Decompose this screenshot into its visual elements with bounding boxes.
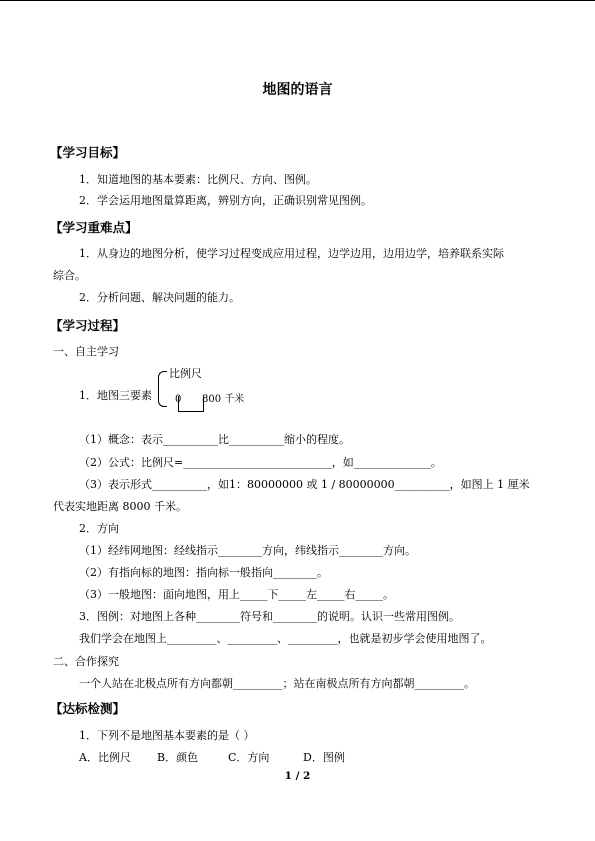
formula-line: （2）公式：比例尺=___________________________，如______________。 bbox=[79, 456, 442, 469]
explore-line: 一个人站在北极点所有方向都朝_________；站在南极点所有方向都朝_________。 bbox=[79, 677, 475, 690]
goal-item-2: 2．学会运用地图量算距离，辨别方向，正确识别常见图例。 bbox=[79, 194, 372, 207]
direction-1: （1）经纬网地图：经线指示________方向，纬线指示________方向。 bbox=[79, 544, 416, 557]
scale-bar bbox=[178, 396, 204, 412]
question-1: 1．下列不是地图基本要素的是（ ） bbox=[79, 729, 255, 742]
option-c: C．方向 bbox=[228, 751, 270, 764]
section-heading-test: 【达标检测】 bbox=[50, 701, 126, 716]
page-number: 1 / 2 bbox=[284, 770, 311, 782]
section-heading-key-points: 【学习重难点】 bbox=[50, 220, 138, 235]
key-point-1-line2: 综合。 bbox=[53, 269, 86, 282]
legend-line: 3．图例：对地图上各种________符号和________的说明。认识一些常用图例。 bbox=[79, 610, 460, 623]
goal-item-1: 1．知道地图的基本要素：比例尺、方向、图例。 bbox=[79, 173, 317, 186]
forms-line-1: （3）表示形式__________，如1：80000000 或 1 / 80000000__________，如图上 1 厘米 bbox=[79, 478, 530, 491]
forms-line-2: 代表实地距离 8000 千米。 bbox=[53, 500, 187, 513]
direction-3: （3）一般地图：面向地图，用上_____下_____左_____右_____。 bbox=[79, 588, 394, 601]
option-b: B．颜色 bbox=[157, 751, 199, 764]
direction-2: （2）有指向标的地图：指向标一般指向________。 bbox=[79, 566, 328, 579]
part-2-heading: 二、合作探究 bbox=[53, 655, 119, 668]
key-point-1-line1: 1．从身边的地图分析，使学习过程变成应用过程，边学边用，边用边学，培养联系实际 bbox=[79, 247, 504, 260]
concept-line: （1）概念：表示__________比__________缩小的程度。 bbox=[79, 433, 350, 446]
header-rule bbox=[0, 0, 595, 1]
key-point-2: 2．分析问题、解决问题的能力。 bbox=[79, 291, 240, 304]
part-1-heading: 一、自主学习 bbox=[53, 345, 119, 358]
page-title: 地图的语言 bbox=[262, 82, 333, 98]
option-d: D．图例 bbox=[303, 751, 345, 764]
option-a: A．比例尺 bbox=[79, 751, 131, 764]
section-heading-process: 【学习过程】 bbox=[50, 318, 126, 333]
elements-brace bbox=[158, 371, 167, 407]
scale-value: 800 千米 bbox=[202, 394, 245, 405]
scale-word: 比例尺 bbox=[169, 367, 202, 380]
direction-heading: 2．方向 bbox=[79, 522, 119, 535]
section-heading-goals: 【学习目标】 bbox=[50, 145, 126, 160]
scale-zero: 0 bbox=[175, 394, 182, 405]
use-map-line: 我们学会在地图上_________、_________、_________，也就是初步学会使用地图了。 bbox=[79, 632, 492, 645]
map-elements-label: 1．地图三要素 bbox=[79, 389, 152, 402]
